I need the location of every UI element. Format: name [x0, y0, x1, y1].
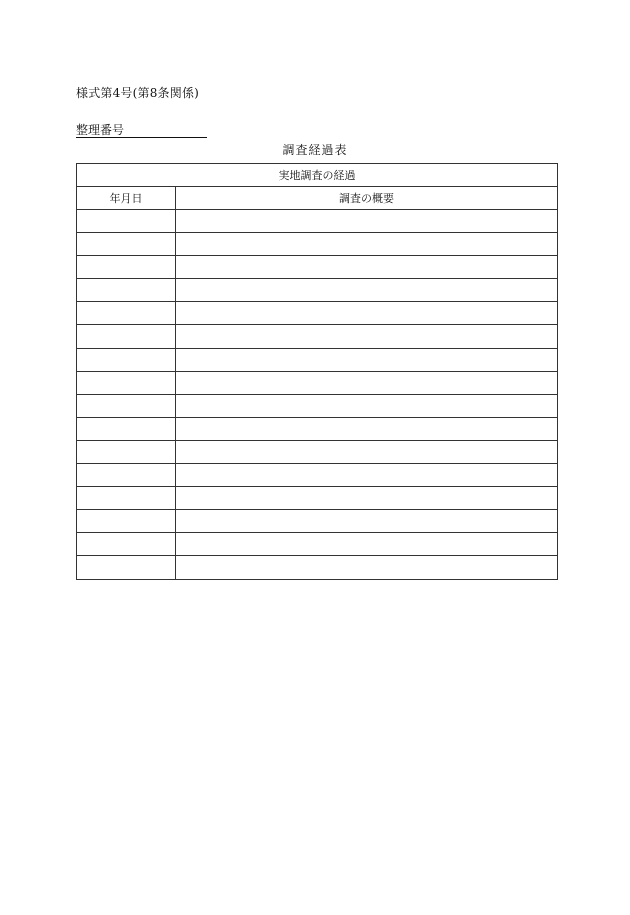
table-caption-row — [77, 164, 558, 187]
summary-cell[interactable] — [176, 279, 558, 302]
table-row — [77, 510, 558, 533]
date-cell[interactable] — [77, 371, 176, 394]
summary-cell[interactable] — [176, 233, 558, 256]
date-cell[interactable] — [77, 464, 176, 487]
summary-cell[interactable] — [176, 256, 558, 279]
table-row — [77, 256, 558, 279]
table-row — [77, 556, 558, 579]
summary-cell[interactable] — [176, 394, 558, 417]
table-row — [77, 440, 558, 463]
table-row — [77, 233, 558, 256]
date-cell[interactable] — [77, 325, 176, 348]
summary-cell[interactable] — [176, 487, 558, 510]
summary-cell[interactable] — [176, 371, 558, 394]
table-row — [77, 371, 558, 394]
reference-number-field[interactable] — [76, 124, 207, 138]
summary-cell[interactable] — [176, 556, 558, 579]
summary-cell[interactable] — [176, 417, 558, 440]
form-number: 様式第4号(第8条関係) — [76, 86, 200, 100]
date-cell[interactable] — [77, 533, 176, 556]
date-cell[interactable] — [77, 510, 176, 533]
date-cell[interactable] — [77, 394, 176, 417]
summary-cell[interactable] — [176, 302, 558, 325]
summary-cell[interactable] — [176, 325, 558, 348]
table-row — [77, 464, 558, 487]
table-row — [77, 302, 558, 325]
table-row — [77, 348, 558, 371]
summary-cell[interactable] — [176, 533, 558, 556]
table-row — [77, 533, 558, 556]
date-cell[interactable] — [77, 487, 176, 510]
survey-log-table — [76, 163, 558, 580]
date-cell[interactable] — [77, 279, 176, 302]
date-cell[interactable] — [77, 556, 176, 579]
date-cell[interactable] — [77, 302, 176, 325]
table-row — [77, 279, 558, 302]
column-header-summary: 調査の概要 — [176, 187, 558, 210]
summary-cell[interactable] — [176, 210, 558, 233]
date-cell[interactable] — [77, 210, 176, 233]
table-row — [77, 417, 558, 440]
summary-cell[interactable] — [176, 510, 558, 533]
date-cell[interactable] — [77, 417, 176, 440]
summary-cell[interactable] — [176, 440, 558, 463]
table-caption: 実地調査の経過 — [77, 164, 558, 187]
date-cell[interactable] — [77, 440, 176, 463]
table-row — [77, 325, 558, 348]
summary-cell[interactable] — [176, 348, 558, 371]
date-cell[interactable] — [77, 256, 176, 279]
summary-cell[interactable] — [176, 464, 558, 487]
table-row — [77, 487, 558, 510]
column-header-date: 年月日 — [77, 187, 176, 210]
table-row — [77, 394, 558, 417]
document-title: 調査経過表 — [282, 143, 348, 157]
date-cell[interactable] — [77, 233, 176, 256]
table-body — [77, 210, 558, 580]
date-cell[interactable] — [77, 348, 176, 371]
table-header-row — [77, 187, 558, 210]
table-row — [77, 210, 558, 233]
reference-number-label: 整理番号 — [76, 123, 125, 137]
